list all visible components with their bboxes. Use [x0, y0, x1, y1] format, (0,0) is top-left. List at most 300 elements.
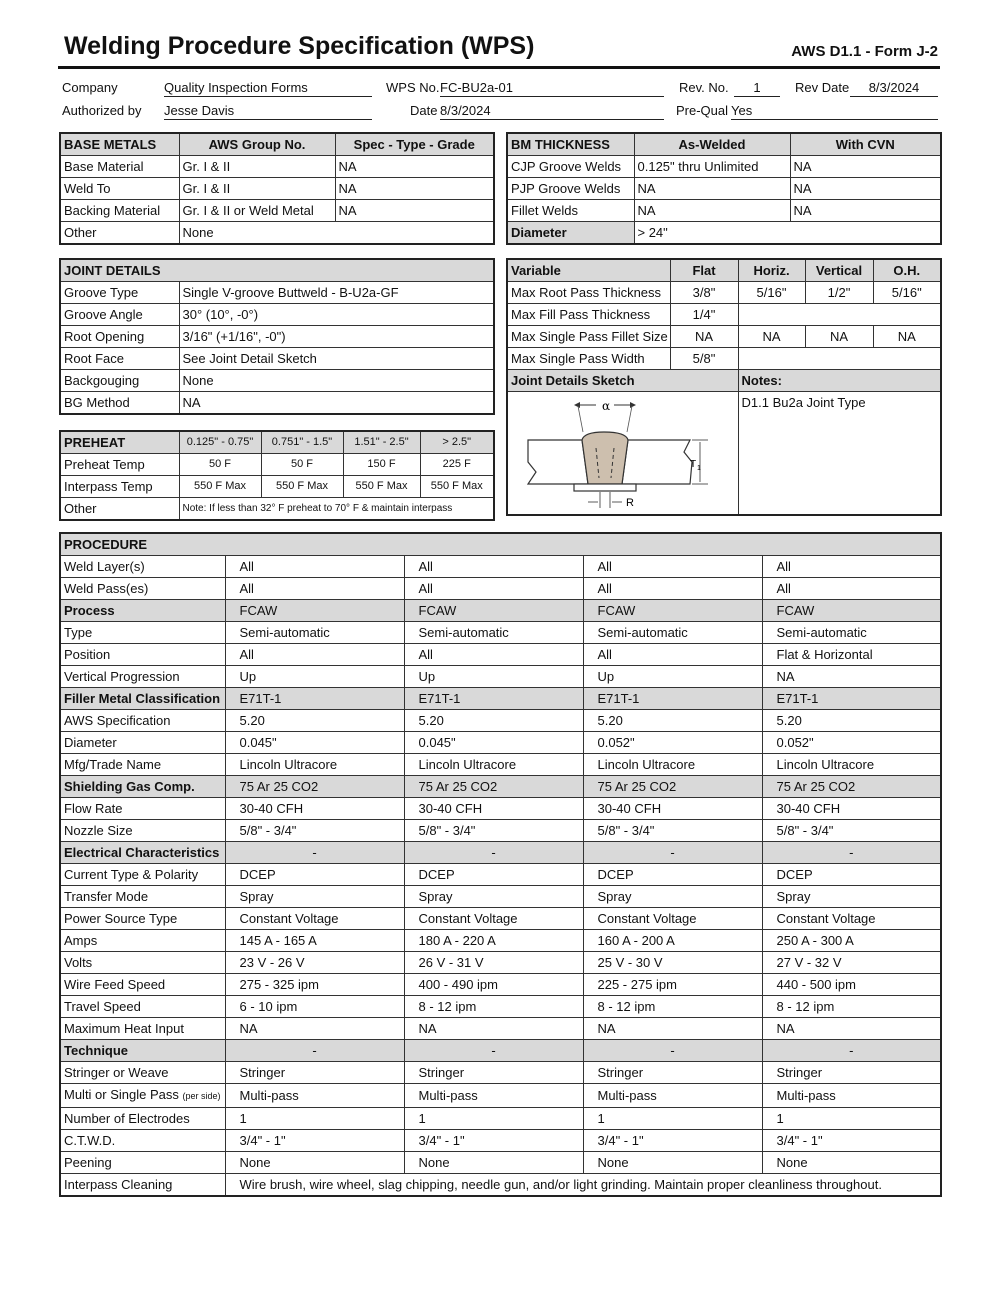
- header-cell: PREHEAT: [60, 431, 179, 454]
- table-cell[interactable]: 1/2": [805, 282, 873, 304]
- procedure-cell[interactable]: Spray: [225, 886, 404, 908]
- procedure-cell[interactable]: Lincoln Ultracore: [225, 754, 404, 776]
- procedure-cell[interactable]: All: [225, 578, 404, 600]
- procedure-cell[interactable]: 8 - 12 ipm: [762, 996, 941, 1018]
- procedure-cell[interactable]: 275 - 325 ipm: [225, 974, 404, 996]
- procedure-row: [60, 666, 941, 688]
- procedure-cell[interactable]: 250 A - 300 A: [762, 930, 941, 952]
- procedure-cell[interactable]: FCAW: [225, 600, 404, 622]
- procedure-cell[interactable]: 5/8" - 3/4": [225, 820, 404, 842]
- table-row: [60, 392, 494, 415]
- header-cell: O.H.: [873, 259, 941, 282]
- procedure-cell[interactable]: DCEP: [762, 864, 941, 886]
- procedure-cell[interactable]: Up: [404, 666, 583, 688]
- header-cell: Spec - Type - Grade: [335, 133, 494, 156]
- procedure-cell[interactable]: 75 Ar 25 CO2: [404, 776, 583, 798]
- authorized-field[interactable]: Jesse Davis: [164, 102, 372, 120]
- form-id: AWS D1.1 - Form J-2: [791, 43, 938, 60]
- table-cell[interactable]: 3/16" (+1/16", -0"): [179, 326, 494, 348]
- table-cell[interactable]: NA: [335, 178, 494, 200]
- table-cell[interactable]: [738, 348, 941, 370]
- row-label: Root Face: [60, 348, 179, 370]
- table-cell[interactable]: None: [179, 222, 494, 245]
- procedure-cell[interactable]: Stringer: [583, 1062, 762, 1084]
- procedure-cell[interactable]: 30-40 CFH: [583, 798, 762, 820]
- procedure-row: [60, 1108, 941, 1130]
- procedure-row: [60, 798, 941, 820]
- row-label: Max Single Pass Fillet Size: [507, 326, 670, 348]
- procedure-cell[interactable]: 30-40 CFH: [225, 798, 404, 820]
- procedure-cell[interactable]: 26 V - 31 V: [404, 952, 583, 974]
- procedure-row-label: [60, 732, 225, 754]
- procedure-cell[interactable]: 225 - 275 ipm: [583, 974, 762, 996]
- procedure-cell[interactable]: Stringer: [762, 1062, 941, 1084]
- procedure-row-label: [60, 974, 225, 996]
- procedure-cell[interactable]: 1: [762, 1108, 941, 1130]
- row-label: Base Material: [60, 156, 179, 178]
- procedure-cell[interactable]: Multi-pass: [225, 1084, 404, 1108]
- procedure-cell[interactable]: 8 - 12 ipm: [583, 996, 762, 1018]
- row-label: Backgouging: [60, 370, 179, 392]
- procedure-cell[interactable]: 0.052": [583, 732, 762, 754]
- row-label: Fillet Welds: [507, 200, 634, 222]
- procedure-row: [60, 1130, 941, 1152]
- procedure-cell[interactable]: Stringer: [225, 1062, 404, 1084]
- procedure-cell[interactable]: Up: [225, 666, 404, 688]
- table-cell[interactable]: NA: [634, 178, 790, 200]
- procedure-label-text: Weld Pass(es): [64, 581, 149, 596]
- procedure-cell[interactable]: Constant Voltage: [762, 908, 941, 930]
- procedure-row: [60, 754, 941, 776]
- procedure-row: [60, 886, 941, 908]
- wps-no-field[interactable]: FC-BU2a-01: [440, 79, 664, 97]
- table-cell[interactable]: 550 F Max: [179, 476, 261, 498]
- procedure-cell[interactable]: 1: [225, 1108, 404, 1130]
- procedure-cell[interactable]: -: [225, 1040, 404, 1062]
- header-cell: Variable: [507, 259, 670, 282]
- procedure-cell[interactable]: Constant Voltage: [404, 908, 583, 930]
- table-cell[interactable]: NA: [790, 156, 941, 178]
- row-label: Other: [60, 222, 179, 245]
- procedure-row: [60, 622, 941, 644]
- procedure-cell[interactable]: 75 Ar 25 CO2: [583, 776, 762, 798]
- procedure-cell[interactable]: Multi-pass: [583, 1084, 762, 1108]
- row-label: Weld To: [60, 178, 179, 200]
- procedure-cell[interactable]: 400 - 490 ipm: [404, 974, 583, 996]
- procedure-cell[interactable]: 5.20: [404, 710, 583, 732]
- procedure-cell[interactable]: Spray: [583, 886, 762, 908]
- procedure-cell[interactable]: 145 A - 165 A: [225, 930, 404, 952]
- table-cell[interactable]: NA: [805, 326, 873, 348]
- procedure-cell[interactable]: 0.045": [225, 732, 404, 754]
- date-label: Date: [410, 103, 438, 118]
- procedure-cell[interactable]: NA: [762, 1018, 941, 1040]
- rev-date-field[interactable]: 8/3/2024: [850, 79, 938, 97]
- procedure-cell[interactable]: 5.20: [583, 710, 762, 732]
- procedure-cell[interactable]: 30-40 CFH: [762, 798, 941, 820]
- procedure-row: [60, 974, 941, 996]
- procedure-row: [60, 644, 941, 666]
- procedure-label-text: Position: [64, 647, 111, 662]
- wps-no-label: WPS No.: [386, 80, 440, 95]
- procedure-cell[interactable]: FCAW: [583, 600, 762, 622]
- rev-date-label: Rev Date: [795, 80, 850, 95]
- procedure-cell[interactable]: None: [762, 1152, 941, 1174]
- procedure-cell[interactable]: 3/4" - 1": [762, 1130, 941, 1152]
- procedure-row-label: [60, 908, 225, 930]
- procedure-row: [60, 996, 941, 1018]
- row-label: Max Root Pass Thickness: [507, 282, 670, 304]
- table-cell[interactable]: Single V-groove Buttweld - B-U2a-GF: [179, 282, 494, 304]
- procedure-label-text: Transfer Mode: [64, 889, 149, 904]
- procedure-cell[interactable]: Lincoln Ultracore: [583, 754, 762, 776]
- procedure-cell[interactable]: None: [583, 1152, 762, 1174]
- table-row: [507, 304, 941, 326]
- procedure-label-text: Vertical Progression: [64, 669, 180, 684]
- procedure-cell[interactable]: DCEP: [404, 864, 583, 886]
- table-cell[interactable]: 50 F: [261, 454, 343, 476]
- procedure-row-label: [60, 1062, 225, 1084]
- table-row: [507, 200, 941, 222]
- procedure-cell[interactable]: 30-40 CFH: [404, 798, 583, 820]
- procedure-row: [60, 908, 941, 930]
- procedure-cell[interactable]: All: [583, 578, 762, 600]
- procedure-cell[interactable]: E71T-1: [583, 688, 762, 710]
- table-row: [60, 304, 494, 326]
- procedure-cell[interactable]: All: [225, 644, 404, 666]
- procedure-cell[interactable]: 3/4" - 1": [225, 1130, 404, 1152]
- table-cell[interactable]: [738, 304, 941, 326]
- title-divider: [58, 66, 940, 69]
- table-row: [60, 178, 494, 200]
- header-cell: 0.751" - 1.5": [261, 431, 343, 454]
- procedure-row: [60, 556, 941, 578]
- procedure-row-label: [60, 1084, 225, 1108]
- header-cell: Horiz.: [738, 259, 805, 282]
- procedure-row: [60, 1152, 941, 1174]
- bm-thickness-header: [507, 133, 941, 156]
- joint-sketch-cell: [507, 392, 738, 516]
- company-field[interactable]: Quality Inspection Forms: [164, 79, 372, 97]
- procedure-row: [60, 952, 941, 974]
- procedure-cell[interactable]: 440 - 500 ipm: [762, 974, 941, 996]
- table-cell[interactable]: 550 F Max: [343, 476, 420, 498]
- procedure-row-label: [60, 952, 225, 974]
- procedure-row-label: [60, 644, 225, 666]
- procedure-cell[interactable]: Spray: [762, 886, 941, 908]
- table-cell[interactable]: NA: [335, 200, 494, 222]
- bm-thickness-table: [506, 132, 942, 245]
- procedure-row: [60, 688, 941, 710]
- table-cell[interactable]: 5/16": [873, 282, 941, 304]
- procedure-cell[interactable]: Semi-automatic: [762, 622, 941, 644]
- table-cell[interactable]: NA: [790, 200, 941, 222]
- table-cell[interactable]: 50 F: [179, 454, 261, 476]
- notes-cell[interactable]: D1.1 Bu2a Joint Type: [738, 392, 941, 516]
- procedure-cell[interactable]: -: [762, 1040, 941, 1062]
- preheat-table: [59, 430, 495, 521]
- procedure-label-text: Type: [64, 625, 93, 640]
- r-symbol: R: [626, 497, 634, 509]
- procedure-cell[interactable]: Semi-automatic: [404, 622, 583, 644]
- prequal-label: Pre-Qual: [676, 103, 729, 118]
- table-cell[interactable]: NA: [790, 178, 941, 200]
- procedure-row-label: [60, 930, 225, 952]
- table-row: [60, 282, 494, 304]
- procedure-label-text: Multi or Single Pass: [64, 1087, 179, 1102]
- procedure-label-text: Electrical Characteristics: [64, 845, 220, 860]
- procedure-cell[interactable]: None: [404, 1152, 583, 1174]
- procedure-cell[interactable]: All: [583, 644, 762, 666]
- procedure-row-label: [60, 710, 225, 732]
- company-label: Company: [62, 80, 118, 95]
- procedure-row: [60, 864, 941, 886]
- procedure-label-text: Stringer or Weave: [64, 1065, 169, 1080]
- t1-subscript: 1: [697, 465, 701, 472]
- procedure-cell[interactable]: E71T-1: [225, 688, 404, 710]
- procedure-cell[interactable]: NA: [225, 1018, 404, 1040]
- table-row: [507, 282, 941, 304]
- procedure-table: [59, 532, 942, 1197]
- procedure-cell[interactable]: All: [762, 578, 941, 600]
- procedure-cell[interactable]: 5/8" - 3/4": [583, 820, 762, 842]
- base-metals-header: [60, 133, 494, 156]
- page-title: Welding Procedure Specification (WPS): [64, 32, 535, 60]
- header-cell: Vertical: [805, 259, 873, 282]
- procedure-cell[interactable]: All: [404, 578, 583, 600]
- table-row: [60, 326, 494, 348]
- procedure-row-label: [60, 754, 225, 776]
- procedure-row-label: [60, 798, 225, 820]
- joint-details-header: JOINT DETAILS: [60, 259, 494, 282]
- procedure-row: [60, 710, 941, 732]
- procedure-cell[interactable]: Constant Voltage: [225, 908, 404, 930]
- table-row: [60, 498, 494, 521]
- base-metals-table: [59, 132, 495, 245]
- procedure-row-label: [60, 622, 225, 644]
- procedure-cell[interactable]: All: [404, 556, 583, 578]
- table-row: [60, 156, 494, 178]
- alpha-symbol: α: [602, 399, 611, 413]
- procedure-cell[interactable]: All: [583, 556, 762, 578]
- procedure-label-text: Shielding Gas Comp.: [64, 779, 195, 794]
- procedure-row-label: [60, 842, 225, 864]
- table-cell[interactable]: NA: [634, 200, 790, 222]
- interpass-cleaning-cell[interactable]: Wire brush, wire wheel, slag chipping, needle gun, and/or light grinding. Maintain proper cleanliness throughout.: [225, 1174, 941, 1197]
- procedure-cell[interactable]: -: [404, 1040, 583, 1062]
- date-field[interactable]: 8/3/2024: [440, 102, 664, 120]
- procedure-cell[interactable]: 75 Ar 25 CO2: [225, 776, 404, 798]
- table-cell[interactable]: NA: [179, 392, 494, 415]
- row-label: Other: [60, 498, 179, 521]
- table-cell[interactable]: 550 F Max: [261, 476, 343, 498]
- procedure-label-text: Technique: [64, 1043, 129, 1058]
- procedure-row-label: [60, 820, 225, 842]
- procedure-cell[interactable]: Lincoln Ultracore: [404, 754, 583, 776]
- rev-no-field[interactable]: 1: [734, 79, 780, 97]
- procedure-row-label: [60, 688, 225, 710]
- procedure-cell[interactable]: FCAW: [762, 600, 941, 622]
- procedure-cell[interactable]: NA: [583, 1018, 762, 1040]
- procedure-cell[interactable]: 5/8" - 3/4": [404, 820, 583, 842]
- procedure-cell[interactable]: DCEP: [583, 864, 762, 886]
- table-cell[interactable]: 1/4": [670, 304, 738, 326]
- procedure-cell[interactable]: -: [583, 842, 762, 864]
- table-row: [60, 454, 494, 476]
- procedure-cell[interactable]: 6 - 10 ipm: [225, 996, 404, 1018]
- row-label: Max Fill Pass Thickness: [507, 304, 670, 326]
- procedure-label-text: Wire Feed Speed: [64, 977, 166, 992]
- row-label: Groove Type: [60, 282, 179, 304]
- procedure-cell[interactable]: 5.20: [762, 710, 941, 732]
- header-cell: BM THICKNESS: [507, 133, 634, 156]
- procedure-cell[interactable]: All: [404, 644, 583, 666]
- procedure-label-text: Power Source Type: [64, 911, 178, 926]
- table-cell[interactable]: Gr. I & II: [179, 178, 335, 200]
- procedure-label-text: Peening: [64, 1155, 112, 1170]
- procedure-label-text: Number of Electrodes: [64, 1111, 190, 1126]
- procedure-cell[interactable]: 0.052": [762, 732, 941, 754]
- procedure-label-text: Diameter: [64, 735, 117, 750]
- procedure-cell[interactable]: None: [225, 1152, 404, 1174]
- procedure-label-text: Filler Metal Classification: [64, 691, 221, 706]
- table-cell[interactable]: NA: [738, 326, 805, 348]
- header-cell: Flat: [670, 259, 738, 282]
- procedure-row-label: [60, 776, 225, 798]
- procedure-cell[interactable]: E71T-1: [762, 688, 941, 710]
- procedure-row: [60, 776, 941, 798]
- diameter-cell[interactable]: > 24": [634, 222, 941, 245]
- row-label: Preheat Temp: [60, 454, 179, 476]
- procedure-row: [60, 732, 941, 754]
- procedure-cell[interactable]: 0.045": [404, 732, 583, 754]
- header-cell: > 2.5": [420, 431, 494, 454]
- procedure-cell[interactable]: -: [225, 842, 404, 864]
- procedure-cell[interactable]: 8 - 12 ipm: [404, 996, 583, 1018]
- procedure-cell[interactable]: 25 V - 30 V: [583, 952, 762, 974]
- joint-sketch-diagram: [508, 392, 722, 514]
- table-cell[interactable]: NA: [670, 326, 738, 348]
- prequal-field[interactable]: Yes: [731, 102, 938, 120]
- procedure-cell[interactable]: -: [404, 842, 583, 864]
- table-cell[interactable]: None: [179, 370, 494, 392]
- row-label: Groove Angle: [60, 304, 179, 326]
- t1-symbol: T: [690, 459, 697, 470]
- table-cell[interactable]: 0.125" thru Unlimited: [634, 156, 790, 178]
- procedure-cell[interactable]: Semi-automatic: [583, 622, 762, 644]
- procedure-cell[interactable]: -: [583, 1040, 762, 1062]
- procedure-cell[interactable]: -: [762, 842, 941, 864]
- procedure-label-text: Volts: [64, 955, 93, 970]
- procedure-row-label: [60, 1018, 225, 1040]
- table-cell[interactable]: 3/8": [670, 282, 738, 304]
- procedure-cell[interactable]: Multi-pass: [404, 1084, 583, 1108]
- procedure-cell[interactable]: Stringer: [404, 1062, 583, 1084]
- procedure-cell[interactable]: 5.20: [225, 710, 404, 732]
- procedure-cell[interactable]: Spray: [404, 886, 583, 908]
- table-row: [60, 200, 494, 222]
- procedure-cell[interactable]: 3/4" - 1": [404, 1130, 583, 1152]
- procedure-cell[interactable]: Up: [583, 666, 762, 688]
- notes-label: Notes:: [738, 370, 941, 392]
- procedure-cell[interactable]: FCAW: [404, 600, 583, 622]
- procedure-row: [60, 842, 941, 864]
- row-label: Interpass Temp: [60, 476, 179, 498]
- table-cell[interactable]: 150 F: [343, 454, 420, 476]
- procedure-row-label: [60, 1108, 225, 1130]
- procedure-row-label: [60, 886, 225, 908]
- procedure-label-suffix: (per side): [182, 1091, 221, 1101]
- procedure-cell[interactable]: E71T-1: [404, 688, 583, 710]
- procedure-cell[interactable]: Semi-automatic: [225, 622, 404, 644]
- table-cell[interactable]: Gr. I & II or Weld Metal: [179, 200, 335, 222]
- procedure-label-text: Weld Layer(s): [64, 559, 145, 574]
- table-row: [60, 348, 494, 370]
- procedure-cell[interactable]: 160 A - 200 A: [583, 930, 762, 952]
- table-cell[interactable]: Gr. I & II: [179, 156, 335, 178]
- table-cell[interactable]: 550 F Max: [420, 476, 494, 498]
- procedure-cell[interactable]: 75 Ar 25 CO2: [762, 776, 941, 798]
- procedure-cell[interactable]: 5/8" - 3/4": [762, 820, 941, 842]
- table-cell[interactable]: 5/16": [738, 282, 805, 304]
- row-label: Root Opening: [60, 326, 179, 348]
- table-row: [60, 476, 494, 498]
- table-cell[interactable]: NA: [873, 326, 941, 348]
- procedure-cell[interactable]: NA: [762, 666, 941, 688]
- procedure-cell[interactable]: Lincoln Ultracore: [762, 754, 941, 776]
- table-cell[interactable]: 225 F: [420, 454, 494, 476]
- table-cell[interactable]: NA: [335, 156, 494, 178]
- procedure-row: [60, 1062, 941, 1084]
- table-row: [507, 156, 941, 178]
- variables-table: [506, 258, 942, 516]
- table-cell[interactable]: See Joint Detail Sketch: [179, 348, 494, 370]
- procedure-row-label: [60, 666, 225, 688]
- procedure-label-text: Maximum Heat Input: [64, 1021, 184, 1036]
- procedure-row-label: [60, 578, 225, 600]
- procedure-cell[interactable]: 23 V - 26 V: [225, 952, 404, 974]
- procedure-row: [60, 930, 941, 952]
- procedure-cell[interactable]: 1: [583, 1108, 762, 1130]
- procedure-cell[interactable]: 180 A - 220 A: [404, 930, 583, 952]
- table-row: [507, 222, 941, 245]
- header-cell: As-Welded: [634, 133, 790, 156]
- procedure-cell[interactable]: 27 V - 32 V: [762, 952, 941, 974]
- procedure-cell[interactable]: All: [762, 556, 941, 578]
- procedure-cell[interactable]: DCEP: [225, 864, 404, 886]
- procedure-cell[interactable]: 3/4" - 1": [583, 1130, 762, 1152]
- procedure-cell[interactable]: 1: [404, 1108, 583, 1130]
- procedure-row-label: [60, 1130, 225, 1152]
- row-label: Max Single Pass Width: [507, 348, 670, 370]
- procedure-label-text: C.T.W.D.: [64, 1133, 116, 1148]
- procedure-cell[interactable]: Multi-pass: [762, 1084, 941, 1108]
- procedure-row: [60, 600, 941, 622]
- header-cell: AWS Group No.: [179, 133, 335, 156]
- procedure-row-label: [60, 600, 225, 622]
- procedure-cell[interactable]: All: [225, 556, 404, 578]
- table-cell[interactable]: 30° (10°, -0°): [179, 304, 494, 326]
- procedure-label-text: Process: [64, 603, 115, 618]
- procedure-cell[interactable]: Flat & Horizontal: [762, 644, 941, 666]
- table-cell[interactable]: Note: If less than 32° F preheat to 70° F & maintain interpass: [179, 498, 494, 521]
- table-cell[interactable]: 5/8": [670, 348, 738, 370]
- procedure-label-text: AWS Specification: [64, 713, 171, 728]
- row-label: Backing Material: [60, 200, 179, 222]
- procedure-cell[interactable]: NA: [404, 1018, 583, 1040]
- table-row: [60, 370, 494, 392]
- procedure-cell[interactable]: Constant Voltage: [583, 908, 762, 930]
